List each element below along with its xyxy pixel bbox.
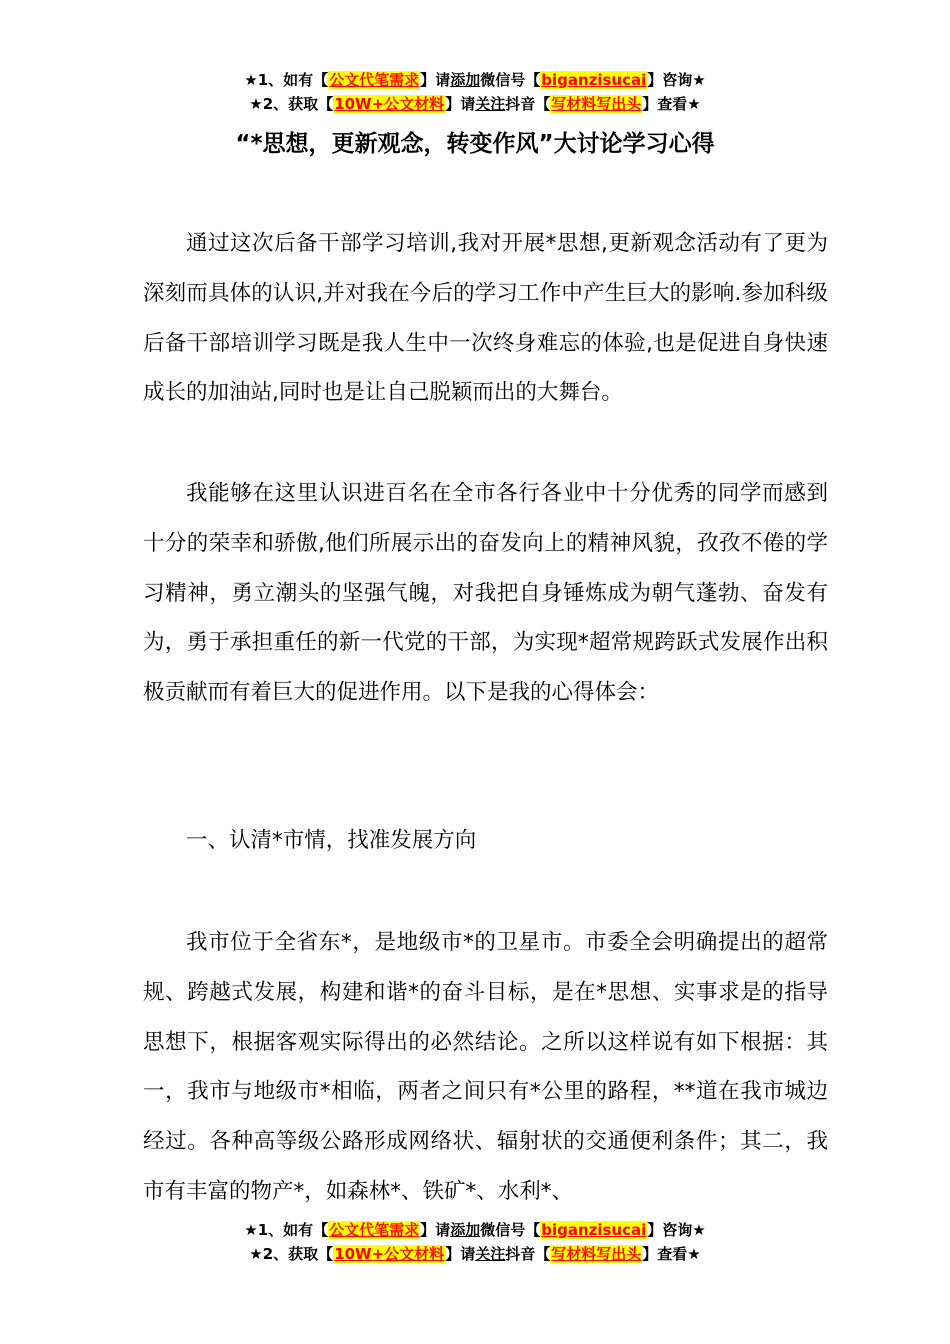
banner-highlight: 写材料写出头 (551, 1245, 642, 1263)
header-banner (0, 68, 950, 116)
banner-highlight: 公文代笔需求 (329, 71, 420, 89)
banner-emphasis: 关注 (475, 95, 506, 113)
body-paragraph: 我能够在这里认识进百名在全市各行各业中十分优秀的同学而感到十分的荣幸和骄傲,他们所展示出的奋发向上的精神风貌，孜孜不倦的学习精神，勇立潮头的坚强气魄，对我把自身锤炼成为朝气蓬勃、奋发有为，勇于承担重任的新一代党的干部，为实现*超常规跨跃式发展作出积极贡献而有着巨大的促进作用。以下是我的心得体会： (143, 481, 828, 706)
banner-emphasis: 添加 (450, 1221, 481, 1239)
banner-emphasis: 关注 (475, 1245, 506, 1263)
banner-highlight: 公文代笔需求 (329, 1221, 420, 1239)
banner-text: 】查看★ (642, 1245, 701, 1263)
banner-text: 抖音【 (505, 1245, 551, 1263)
section-heading: 一、认清*市情，找准发展方向 (186, 828, 477, 853)
banner-line-1 (0, 68, 950, 92)
banner-text: 】请 (420, 1221, 451, 1239)
banner-emphasis: 添加 (450, 71, 481, 89)
banner-line-2 (0, 92, 950, 116)
banner-text: 】咨询★ (647, 1221, 706, 1239)
banner-text: 】请 (445, 1245, 476, 1263)
banner-text: ★2、获取【 (249, 95, 334, 113)
banner-text: 】咨询★ (647, 71, 706, 89)
banner-text: 】查看★ (642, 95, 701, 113)
banner-text: 微信号【 (480, 1221, 541, 1239)
banner-text: ★2、获取【 (249, 1245, 334, 1263)
footer-banner (0, 1218, 950, 1266)
banner-highlight: 10W+公文材料 (334, 95, 445, 113)
banner-highlight: 写材料写出头 (551, 95, 642, 113)
banner-text: ★1、如有【 (244, 1221, 329, 1239)
banner-highlight: biganzisucai (541, 1221, 647, 1239)
banner-highlight: biganzisucai (541, 71, 647, 89)
banner-text: 】请 (420, 71, 451, 89)
body-paragraph: 我市位于全省东*，是地级市*的卫星市。市委全会明确提出的超常规、跨越式发展，构建和谐*的奋斗目标，是在*思想、实事求是的指导思想下，根据客观实际得出的必然结论。之所以这样说有如下根据：其一，我市与地级市*相临，两者之间只有*公里的路程，**道在我市城边经过。各种高等级公路形成网络状、辐射状的交通便利条件；其二，我市有丰富的物产*，如森林*、铁矿*、水利*、 (143, 930, 828, 1204)
banner-line-1 (0, 1218, 950, 1242)
document-title: “*思想，更新观念，转变作风”大讨论学习心得 (235, 131, 715, 157)
banner-line-2 (0, 1242, 950, 1266)
body-paragraph: 通过这次后备干部学习培训,我对开展*思想,更新观念活动有了更为深刻而具体的认识,并对我在今后的学习工作中产生巨大的影响.参加科级后备干部培训学习既是我人生中一次终身难忘的体验,也是促进自身快速成长的加油站,同时也是让自己脱颖而出的大舞台。 (143, 231, 828, 406)
banner-text: 微信号【 (480, 71, 541, 89)
banner-text: 】请 (445, 95, 476, 113)
banner-highlight: 10W+公文材料 (334, 1245, 445, 1263)
banner-text: ★1、如有【 (244, 71, 329, 89)
banner-text: 抖音【 (505, 95, 551, 113)
